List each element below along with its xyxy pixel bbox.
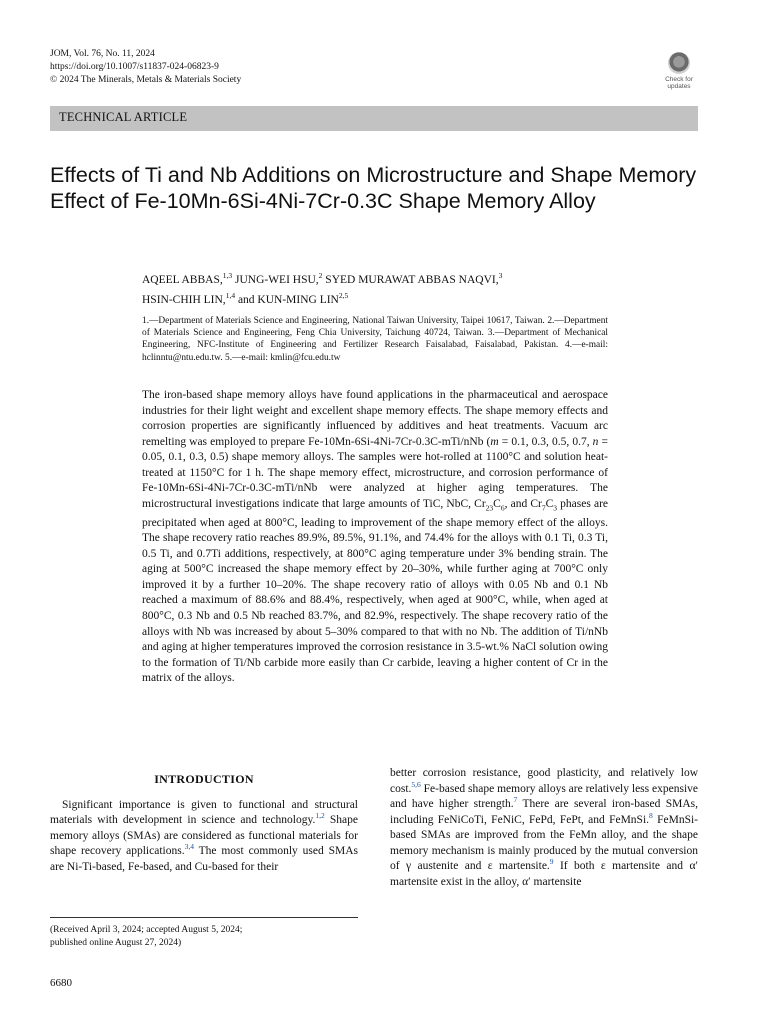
- badge-line-1: Check for: [665, 76, 693, 83]
- check-for-updates-icon: [668, 52, 690, 74]
- abstract: [142, 388, 608, 687]
- citation-link[interactable]: 9: [549, 857, 554, 867]
- page-number: 6680: [50, 977, 72, 989]
- author-list: [142, 268, 662, 308]
- received-line-2: published online August 27, 2024): [50, 938, 182, 948]
- introduction-column: [50, 772, 358, 875]
- received-dates: [50, 924, 242, 950]
- received-line-1: (Received April 3, 2024; accepted August 5, 2024;: [50, 925, 243, 935]
- body-paragraph: better corrosion resistance, good plasticity, and relatively low cost.$^{5,6}$ Fe-based shape memory alloys are relatively less expensive and have higher strength.$^7$ There are several iron-based SMAs, including FeNiCoTi, FeNiC, FePd, FePt, and FeMnSi.$^8$ FeMnSi-based SMAs are improved from the FeMn alloy, and the shape memory mechanism is mainly produced by the mutual conversion of γ austenite and ε martensite.$^9$ If both ε martensite and α′ martensite exist in the alloy, α′ martensite: [390, 767, 698, 888]
- article-type-label: TECHNICAL ARTICLE: [59, 110, 188, 124]
- footnote-divider: [50, 917, 358, 918]
- article-type-banner: [50, 106, 698, 131]
- variable-m: m: [490, 435, 499, 448]
- copyright-notice: © 2024 The Minerals, Metals & Materials Society: [50, 75, 242, 85]
- author-name: HSIN-CHIH LIN,: [142, 293, 226, 306]
- citation-link[interactable]: 3,4: [184, 842, 194, 852]
- right-column: [390, 766, 698, 890]
- author-affiliation-mark: 3: [498, 271, 503, 280]
- author-name: JUNG-WEI HSU,: [232, 273, 319, 286]
- author-name: SYED MURAWAT ABBAS NAQVI,: [322, 273, 499, 286]
- citation-link[interactable]: 1,2: [315, 811, 325, 821]
- doi-link[interactable]: https://doi.org/10.1007/s11837-024-06823-9: [50, 62, 219, 72]
- affiliations: 1.—Department of Materials Science and Engineering, National Taiwan University, Taipei 10617, Taiwan. 2.—Department of Materials Science and Engineering, Feng Chia University, Taichung 40724, Taiwan. 3.—Department of Mechanical Engineering, NFC-Institute of Engineering and Fertilizer Research Faisalabad, Faisalabad, Pakistan. 4.—e-mail: hclinntu@ntu.edu.tw. 5.—e-mail: kmlin@fcu.edu.tw: [142, 316, 608, 363]
- author-affiliation-mark: 1,4: [225, 290, 236, 300]
- journal-citation: JOM, Vol. 76, No. 11, 2024: [50, 49, 155, 59]
- article-title: Effects of Ti and Nb Additions on Microstructure and Shape Memory Effect of Fe-10Mn-6Si-4Ni-7Cr-0.3C Shape Memory Alloy: [50, 163, 697, 213]
- journal-info: [50, 48, 241, 87]
- citation-link[interactable]: 7: [513, 795, 518, 805]
- check-for-updates-badge[interactable]: [660, 52, 698, 90]
- citation-link[interactable]: 5,6: [411, 779, 421, 789]
- section-heading-introduction: INTRODUCTION: [154, 772, 254, 786]
- author-affiliation-mark: 1,3: [222, 271, 233, 280]
- author-affiliation-mark: 2,5: [338, 290, 349, 300]
- author-name: AQEEL ABBAS,: [142, 273, 223, 286]
- author-affiliation-mark: 2: [318, 271, 323, 280]
- citation-link[interactable]: 8: [649, 810, 653, 820]
- variable-n: n: [592, 435, 599, 448]
- author-name: and KUN-MING LIN: [235, 293, 339, 306]
- abstract-text: The iron-based shape memory alloys have found applications in the pharmaceutical and aerospace industries for their light weight and excellent shape memory effects. The shape memory effects and corrosion properties are significantly influenced by additives and heat treatments. Vacuum arc remelting was employed to prepare Fe-10Mn-6Si-4Ni-7Cr-0.3C-mTi/nNb (m = 0.1, 0.3, 0.5, 0.7, n = 0.05, 0.1, 0.3, 0.5) shape memory alloys. The samples were hot-rolled at 1100°C and solution heat-treated at 1150°C for 1 h. The shape memory effect, microstructure, and corrosion performance of Fe-10Mn-6Si-4Ni-7Cr-0.3C-mTi/nNb were analyzed at higher aging temperatures. The microstructural investigations indicate that large amounts of TiC, NbC, $Cr_{23}C_6$, and $Cr_7C_3$ phases are precipitated when aged at 800°C, leading to improvement of the shape memory effect of the alloys. The shape recovery ratio reaches 89.9%, 89.5%, 91.1%, and 74.4% for the alloys with 0.1 Ti, 0.3 Ti, 0.5 Ti, and 0.7Ti additions, respectively, at 800°C aging temperature under 3% bending strain. The aging at 500°C increased the shape memory effect by 20–30%, while further aging at 700°C only improved it by a further 10–20%. The shape recovery ratio of alloys with 0.05 Nb and 0.1 Nb reached a maximum of 88.6% and 88.4%, respectively, when aged at 900°C, while, when aged at 800°C, 0.3 Nb and 0.5 Nb reached 83.7%, and 82.9%, respectively. The shape recovery ratio of the alloys with Nb was increased by about 5–30% compared to that with no Nb. The addition of Ti/nNb and aging at higher temperatures improved the corrosion resistance in 3.5-wt.% NaCl solution owing to the formation of Ti/Nb carbide more easily than Cr carbide, leaving a higher content of Cr in the matrix of the alloys.: [142, 389, 608, 685]
- introduction-paragraph: Significant importance is given to functional and structural materials with development in science and technology.$^{1,2}$ Shape memory alloys (SMAs) are considered as functional materials for shape recovery applications.$^{3,4}$ The most commonly used SMAs are Ni-Ti-based, Fe-based, and Cu-based for their: [50, 798, 358, 873]
- badge-line-2: updates: [667, 83, 691, 90]
